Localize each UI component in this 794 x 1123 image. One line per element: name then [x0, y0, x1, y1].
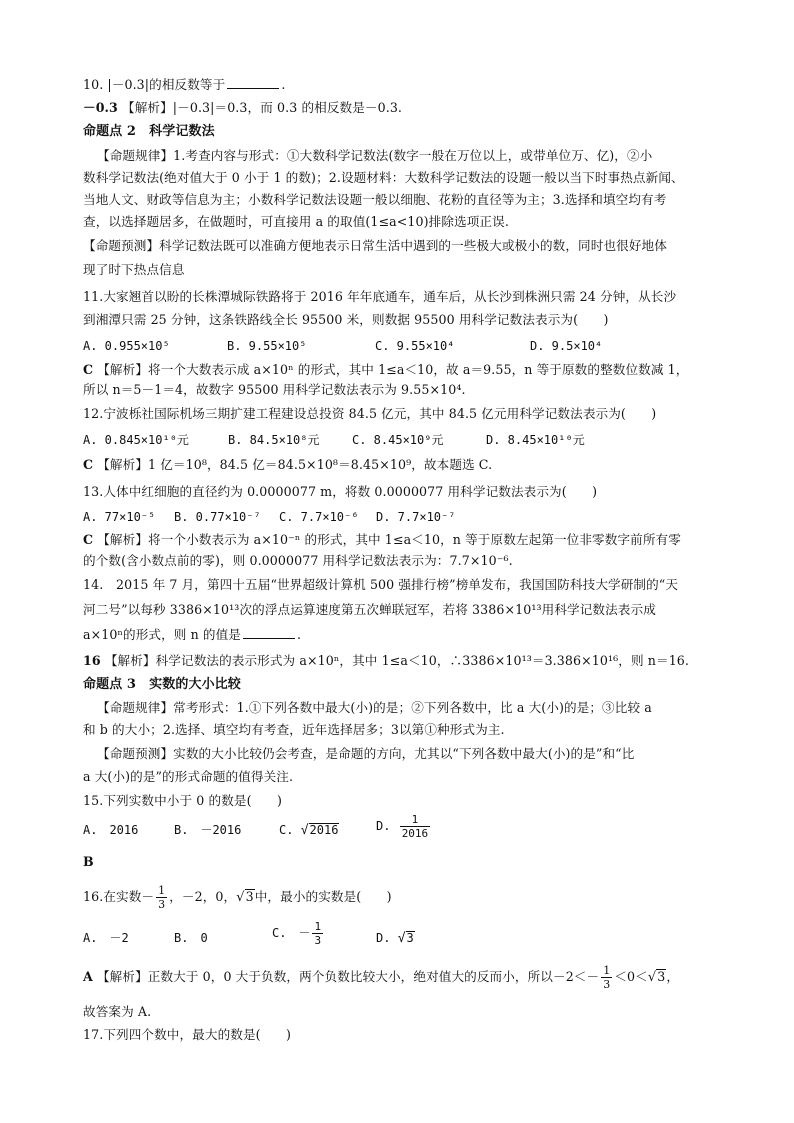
option-b: B. －2016 [174, 823, 242, 837]
rule-line: 数科学记数法(绝对值大于 0 小于 1 的数)；2.设题材料：大数科学记数法的设题一般以当下时事热点新闻、 [83, 170, 684, 185]
question-14-cont: 河二号”以每秒 3386×10¹³次的浮点运算速度第五次蝉联冠军，若将 3386×10¹³用科学记数法表示成 [83, 602, 656, 617]
option-c: C. 9.55×10⁴ [375, 339, 455, 353]
option-a: A. 77×10⁻⁵ [83, 510, 156, 524]
rule-line: 和 b 的大小；2.选择、填空均有考查，近年选择居多；3以第①种形式为主. [83, 722, 505, 737]
explanation: 【解析】|－0.3|＝0.3，而 0.3 的相反数是－0.3. [122, 100, 403, 115]
fraction: $\frac{1}{3}$ [603, 964, 611, 991]
question-16: 16.在实数－ $\frac{1}{3}$ ，－2，0，√3中，最小的实数是( ) [83, 884, 392, 911]
explanation-cont: 的个数(含小数点前的零)，则 0.0000077 用科学记数法表示为：7.7×10⁻⁶. [83, 553, 513, 568]
explanation: 【解析】科学记数法的表示形式为 a×10ⁿ，其中 1≤a＜10，∴3386×10¹³＝3.386×10¹⁶，则 n＝16. [104, 653, 690, 668]
rule-line: 【命题规律】1.考查内容与形式：①大数科学记数法(数字一般在万位以上，或带单位万、亿)，②小 [97, 148, 653, 163]
explanation: 【解析】将一个大数表示成 a×10ⁿ 的形式，其中 1≤a＜10，故 a＝9.55，n 等于原数的整数位数减 1， [97, 362, 689, 377]
sqrt-sign: √ [647, 970, 657, 985]
option-d: D. 7.7×10⁻⁷ [376, 510, 456, 524]
answer-key: A [83, 969, 93, 984]
predict-line: 【命题预测】科学记数法既可以准确方便地表示日常生活中遇到的一些极大或极小的数，同时也很好地体 [83, 238, 667, 253]
answer-12 [83, 455, 492, 475]
answer-blank [227, 76, 279, 89]
answer-11 [83, 360, 688, 380]
question-10: 10. |－0.3|的相反数等于 . [83, 77, 286, 92]
section-title: 命题点 3 实数的大小比较 [83, 677, 241, 692]
option-c: C. － $\frac{1}{3}$ [272, 920, 322, 947]
answer-key: C [83, 362, 94, 377]
explanation-cont: 故答案为 A. [83, 1004, 152, 1019]
explanation-cont: 所以 n＝5－1＝4，故数字 95500 用科学记数法表示为 9.55×10⁴. [83, 382, 466, 397]
option-b: B. 0.77×10⁻⁷ [174, 510, 261, 524]
option-b: B. 84.5×10⁸元 [228, 433, 320, 447]
rule-line: 查，以选择题居多，在做题时，可直接用 a 的取值(1≤a<10)排除选项正误. [83, 214, 509, 229]
answer-15: B [83, 854, 94, 869]
fraction: $\frac{1}{2016}$ [401, 813, 429, 840]
sqrt-sign: √ [397, 931, 406, 946]
option-a: A. 2016 [83, 823, 139, 837]
option-d: D. 9.5×10⁴ [530, 339, 603, 353]
option-c: C. 8.45×10⁹元 [352, 433, 444, 447]
option-a: A. 0.955×10⁵ [83, 339, 170, 353]
fraction: $\frac{1}{3}$ [158, 884, 166, 911]
option-b: B. 9.55×10⁵ [227, 339, 307, 353]
answer-key: C [83, 532, 94, 547]
predict-line: 【命题预测】实数的大小比较仍会考查，是命题的方向，尤其以“下列各数中最大(小)的是”和“比 [97, 746, 635, 761]
answer-key: C [83, 457, 94, 472]
rule-line: 【命题规律】常考形式：1.①下列各数中最大(小)的是；②下列各数中，比 a 大(小)的是；③比较 a [97, 700, 652, 715]
option-d: D. 8.45×10¹⁰元 [486, 433, 585, 447]
question-11: 11.大家翘首以盼的长株潭城际铁路将于 2016 年年底通车，通车后，从长沙到株洲只需 24 分钟，从长沙 [83, 289, 677, 304]
section-title: 命题点 2 科学记数法 [83, 124, 215, 139]
answer-13 [83, 530, 681, 550]
option-c: C. √2016 [279, 823, 339, 838]
option-d: D. √3 [376, 931, 414, 946]
answer-blank [243, 626, 295, 639]
option-a: A. 0.845×10¹⁰元 [83, 433, 189, 447]
option-d: D. $\frac{1}{2016}$ [376, 813, 429, 840]
question-12: 12.宁波栎社国际机场三期扩建工程建设总投资 84.5 亿元，其中 84.5 亿元用科学记数法表示为( ) [83, 406, 657, 421]
explanation: 【解析】正数大于 0，0 大于负数，两个负数比较大小，绝对值大的反而小，所以－2＜－ [96, 969, 600, 984]
question-15: 15.下列实数中小于 0 的数是( ) [83, 793, 282, 808]
question-14-cont: a×10ⁿ的形式，则 n 的值是 . [83, 627, 302, 642]
explanation: 【解析】1 亿＝10⁸，84.5 亿＝84.5×10⁸＝8.45×10⁹，故本题选 C. [97, 457, 493, 472]
question-11-cont: 到湘潭只需 25 分钟，这条铁路线全长 95500 米，则数据 95500 用科学记数法表示为( ) [83, 312, 609, 327]
question-13: 13.人体中红细胞的直径约为 0.0000077 m，将数 0.0000077 用科学记数法表示为( ) [83, 484, 598, 499]
answer-14 [83, 651, 689, 671]
predict-line: a 大(小)的是”的形式命题的值得关注. [83, 769, 294, 784]
question-text: 10. |－0.3|的相反数等于 [83, 77, 226, 92]
answer-key: －0.3 [83, 100, 118, 115]
sqrt-sign: √ [300, 823, 309, 838]
fraction: $\frac{1}{3}$ [314, 920, 322, 947]
answer-10 [83, 98, 402, 118]
option-a: A. －2 [83, 931, 129, 945]
predict-line: 现了时下热点信息 [83, 262, 185, 277]
option-b: B. 0 [174, 931, 208, 945]
option-c: C. 7.7×10⁻⁶ [279, 510, 359, 524]
rule-line: 当地人文、财政等信息为主；小数科学记数法设题一般以细胞、花粉的直径等为主；3.选择和填空均有考 [83, 192, 667, 207]
question-14: 14. 2015 年 7 月，第四十五届“世界超级计算机 500 强排行榜”榜单发布，我国国防科技大学研制的“天 [83, 577, 679, 592]
sqrt-sign: √ [236, 890, 245, 905]
question-17: 17.下列四个数中，最大的数是( ) [83, 1027, 292, 1042]
answer-16: A 【解析】正数大于 0，0 大于负数，两个负数比较大小，绝对值大的反而小，所以－2＜－ $\frac{1}{3}$ ＜0＜√3， [83, 964, 680, 991]
explanation: 【解析】将一个小数表示为 a×10⁻ⁿ 的形式，其中 1≤a＜10，n 等于原数左起第一位非零数字前所有零 [97, 532, 681, 547]
answer-key: 16 [83, 653, 101, 668]
